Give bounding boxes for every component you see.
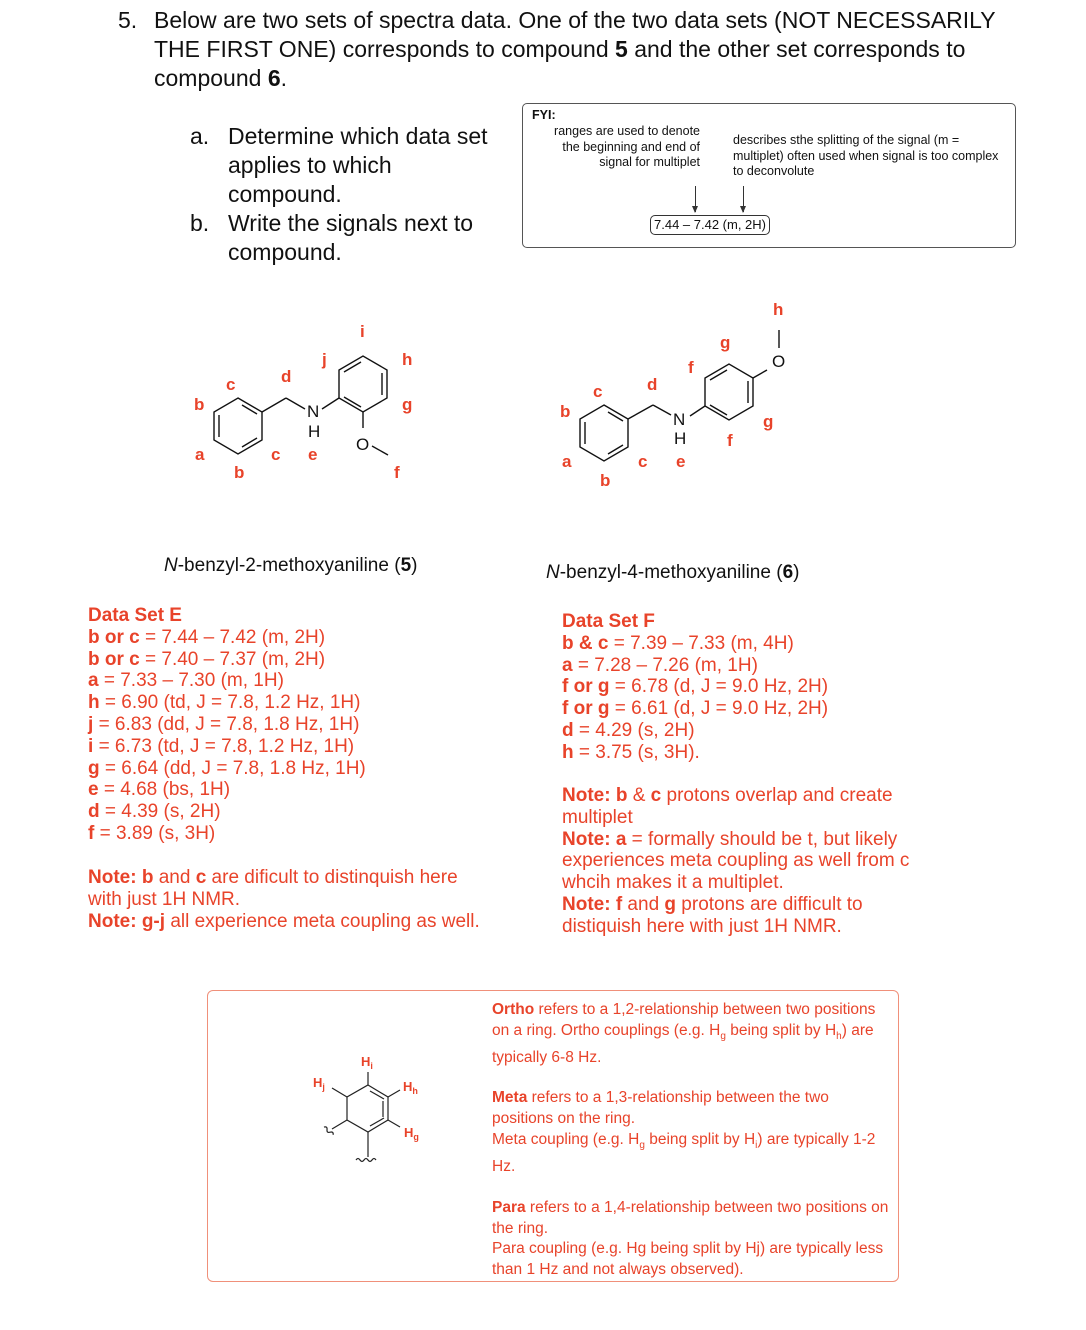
meta-explanation: Meta refers to a 1,3-relationship between the two positions on the ring. Meta coupling (e.g. $H_g$ being split by $H_i$) are typically 1-2 Hz. — [492, 1089, 876, 1175]
svg-text:O: O — [356, 435, 370, 454]
note: Note: a = formally should be t, but likely experiences meta coupling as well from c whcih makes it a multiplet. — [562, 828, 910, 894]
data-set-f — [562, 611, 942, 764]
svg-text:c: c — [593, 382, 603, 401]
svg-text:e: e — [676, 452, 686, 471]
fyi-multiplet-note: describes sthe splitting of the signal (m = multiplet) often used when signal is too complex to deconvolute — [733, 133, 999, 178]
note: Note: b & c protons overlap and create multiplet — [562, 785, 893, 828]
svg-text:g: g — [402, 395, 413, 414]
subquestion-b: b. Write the signals next to compound. — [190, 210, 474, 265]
svg-text:d: d — [281, 367, 292, 386]
signal-row: f or g = 6.61 (d, J = 9.0 Hz, 2H) — [562, 698, 829, 720]
svg-text:Hj: $H_j$ — [313, 1075, 325, 1092]
coupling-explanations — [492, 1000, 892, 1301]
svg-text:N: N — [307, 402, 320, 421]
coupling-ring-diagram — [290, 1040, 450, 1180]
arrow-down-icon — [695, 186, 696, 212]
svg-text:g: g — [763, 412, 774, 431]
arrow-down-icon — [743, 186, 744, 212]
svg-text:b: b — [600, 471, 611, 490]
svg-text:a: a — [562, 452, 572, 471]
svg-text:Hh: $H_h$ — [403, 1079, 418, 1096]
svg-text:c: c — [226, 375, 236, 394]
signal-row: b or c = 7.44 – 7.42 (m, 2H) — [88, 626, 326, 648]
data-set-f-title: Data Set F — [562, 611, 655, 632]
question-prompt — [118, 6, 1038, 93]
svg-text:Hi: $H_i$ — [361, 1054, 373, 1071]
subquestions — [190, 122, 510, 267]
signal-row: b or c = 7.40 – 7.37 (m, 2H) — [88, 648, 326, 670]
signal-row: a = 7.33 – 7.30 (m, 1H) — [88, 670, 284, 692]
svg-text:c: c — [271, 445, 281, 464]
signal-row: d = 4.39 (s, 2H) — [88, 801, 221, 823]
para-explanation: Para refers to a 1,4-relationship between two positions on the ring. Para coupling (e.g. Hg being split by Hj) are typically less than 1 Hz and not always observed). — [492, 1198, 889, 1279]
svg-text:b: b — [234, 463, 245, 482]
svg-text:O: O — [772, 352, 786, 371]
ortho-explanation: Ortho refers to a 1,2-relationship between two positions on a ring. Ortho couplings (e.g. $H_g$ being split by $H_h$) are typically 6-8 Hz. — [492, 1001, 876, 1066]
fyi-heading: FYI: — [532, 108, 556, 122]
signal-row: e = 4.68 (bs, 1H) — [88, 779, 231, 801]
svg-text:N: N — [673, 410, 686, 429]
svg-text:f: f — [688, 358, 694, 377]
fyi-box — [522, 103, 1016, 248]
question-number: 5. — [118, 7, 138, 33]
svg-text:i: i — [360, 322, 365, 341]
structure-compound-6 — [540, 280, 820, 500]
svg-text:H: H — [308, 422, 321, 441]
signal-row: h = 6.90 (td, J = 7.8, 1.2 Hz, 1H) — [88, 692, 361, 714]
svg-text:a: a — [195, 445, 205, 464]
fyi-range-note: ranges are used to denote the beginning and end of signal for multiplet — [554, 124, 700, 169]
subquestion-a: a. Determine which data set applies to which compound. — [190, 123, 488, 207]
signal-row: g = 6.64 (dd, J = 7.8, 1.8 Hz, 1H) — [88, 757, 366, 779]
signal-row: j = 6.83 (dd, J = 7.8, 1.8 Hz, 1H) — [88, 713, 360, 735]
svg-text:g: g — [720, 333, 731, 352]
note: Note: b and c are dificult to distinquish here with just 1H NMR. — [88, 867, 458, 910]
compound-5-name: N-benzyl-2-methoxyaniline (5) — [164, 555, 418, 576]
signal-row: d = 4.29 (s, 2H) — [562, 719, 695, 741]
signal-row: b & c = 7.39 – 7.33 (m, 4H) — [562, 632, 794, 654]
data-set-e-title: Data Set E — [88, 605, 182, 626]
compound-6-name: N-benzyl-4-methoxyaniline (6) — [546, 562, 800, 583]
svg-text:f: f — [727, 431, 733, 450]
svg-text:H: H — [674, 429, 687, 448]
svg-text:b: b — [560, 402, 571, 421]
data-set-e — [88, 605, 488, 845]
svg-text:b: b — [194, 395, 205, 414]
note: Note: g-j all experience meta coupling as well. — [88, 910, 480, 932]
signal-row: h = 3.75 (s, 3H). — [562, 741, 700, 763]
svg-text:c: c — [638, 452, 648, 471]
note: Note: f and g protons are difficult to distiquish here with just 1H NMR. — [562, 893, 863, 937]
signal-row: i = 6.73 (td, J = 7.8, 1.2 Hz, 1H) — [88, 735, 355, 757]
svg-text:e: e — [308, 445, 318, 464]
question-text: Below are two sets of spectra data. One of the two data sets (NOT NECESSARILY THE FIRST ONE) corresponds to compound 5 and the other set corresponds to compound 6. — [154, 7, 996, 91]
svg-text:d: d — [647, 375, 658, 394]
signal-row: f = 3.89 (s, 3H) — [88, 822, 216, 844]
structure-compound-5 — [170, 280, 450, 500]
fyi-example-signal: 7.44 – 7.42 (m, 2H) — [650, 215, 770, 235]
signal-row: f or g = 6.78 (d, J = 9.0 Hz, 2H) — [562, 676, 829, 698]
data-set-e-notes — [88, 867, 488, 932]
svg-text:h: h — [773, 300, 784, 319]
data-set-f-notes — [562, 785, 932, 938]
svg-text:Hg: $H_g$ — [404, 1125, 419, 1142]
svg-text:j: j — [322, 350, 327, 369]
svg-text:h: h — [402, 350, 413, 369]
signal-row: a = 7.28 – 7.26 (m, 1H) — [562, 654, 758, 676]
svg-text:f: f — [394, 463, 400, 482]
